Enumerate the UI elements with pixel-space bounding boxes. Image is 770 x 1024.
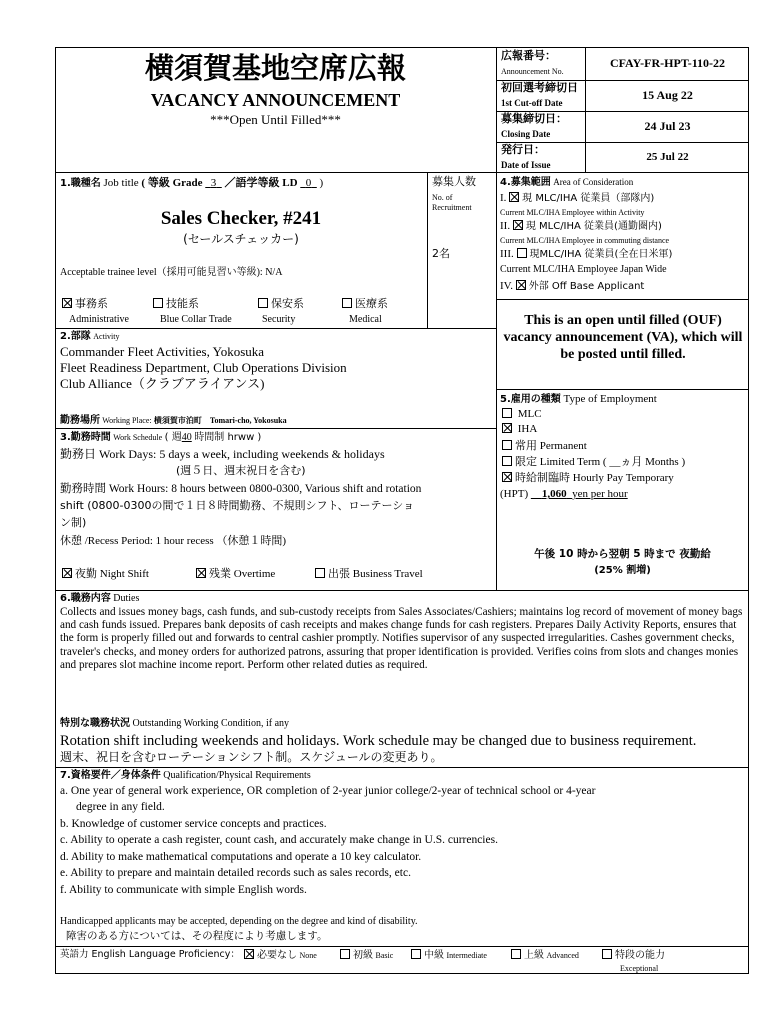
english-exceptional[interactable]: 特段の能力 [602,949,665,962]
job-title-line [60,177,323,190]
category-administrative-en: Administrative [69,314,129,325]
closing-label-en: Closing Date [501,129,551,139]
checkbox-empty-icon [502,440,512,450]
qualification-f: f. Ability to communicate with simple English words. [60,884,307,896]
job-title-label-en: Job title [103,177,139,189]
handicap-note-en: Handicapped applicants may be accepted, depending on the degree and kind of disability. [60,916,418,927]
page-title-jp: 横須賀基地空席広報 [144,51,406,85]
checkbox-checked-icon [513,220,523,230]
english-advanced[interactable]: 上級 Advanced [511,949,579,962]
working-condition-label: 特別な職務状況 Outstanding Working Condition, if any [60,718,290,729]
header-divider [496,47,497,173]
qualification-c: c. Ability to operate a cash register, count cash, and accurately make change in U.S. currencies. [60,834,498,846]
divider-activity [55,328,496,329]
qualification-a: a. One year of general work experience, OR completion of 2-year junior college/2-year of technical school or 4-year [60,785,596,797]
issue-label-en: Date of Issue [501,160,551,170]
english-proficiency-label: 英語力 English Language Proficiency： [60,949,240,960]
ld-value: 0 [305,177,312,189]
divider-duties [55,590,749,591]
employment-iha[interactable]: IHA [502,423,537,436]
work-hours-2: shift (0800-0300の間で１日８時間勤務、不規則シフト、ローテーショ [60,499,415,512]
closing-label: 募集締切日： [501,112,567,125]
category-blue-collar-en: Blue Collar Trade [160,314,232,325]
duties-text: Collects and issues money bags, cash funds, and sub-custody receipts from Sales Associates/Cashiers; maintains log record of movement of money bags and cash funds issued. Prepares bank deposits of cash receipts and makes change funds for cash registers. Prepares Daily Activity Reports, ensures that the form is properly filled out and forwards to central cashier promptly. Notifies supervisor of any suspected irregularities. Cashes government checks, traveler's checks, and money orders for authorized patrons, assuring that proper identification is provided. Verifies coins from slots and changes monies and prepares slot machine income report. Perform other related duties as required. [60,606,743,671]
ouf-note: This is an open until filled (OUF) vacancy announcement (VA), which will be posted until filled. [503,313,743,362]
checkbox-empty-icon [340,949,350,959]
recruitment-label-jp: 募集人数 [432,175,476,188]
activity-line-1: Commander Fleet Activities, Yokosuka [60,344,265,359]
ld-label: ／語学等級 LD [224,177,298,189]
checkbox-empty-icon [517,248,527,258]
english-intermediate[interactable]: 中級 Intermediate [411,949,487,962]
recruitment-label-en1: No. of [432,193,453,202]
trainee-level: Acceptable trainee level（採用可能見習い等級): N/A [60,267,283,278]
work-hours-1: 勤務時間 Work Hours: 8 hours between 0800-0300, Various shift and rotation [60,483,422,495]
work-hours-3: ン制) [60,516,87,529]
hourly-rate: (HPT) 1,060 yen per hour [500,488,628,500]
page-title-en: VACANCY ANNOUNCEMENT [150,90,401,110]
checkbox-checked-icon [502,423,512,433]
employment-permanent[interactable]: 常用 Permanent [502,440,587,453]
grade-value: 3 [210,177,217,189]
recruitment-label-en2: Recruitment [432,203,472,212]
job-title-kana: (セールスチェッカー) [183,232,299,246]
english-none[interactable]: 必要なし None [244,949,317,962]
employment-label: 5.雇用の種類 Type of Employment [500,393,657,405]
first-cutoff-label-en: 1st Cut-off Date [501,98,563,108]
ld-close: ) [319,177,324,189]
area-item-3[interactable]: III. 現MLC/IHA 従業員(全在日米軍) [500,248,673,260]
night-pay: 午後 10 時から翌朝 5 時まで 夜勤給 [534,548,711,560]
column-divider [496,173,497,590]
english-exceptional-en: Exceptional [620,964,659,973]
english-basic[interactable]: 初級 Basic [340,949,393,962]
qualification-b: b. Knowledge of customer service concepts and practices. [60,818,327,830]
activity-line-3: Club Alliance（クラブアライアンス) [60,376,265,391]
announcement-no: CFAY-FR-HPT-110-22 [609,56,726,70]
option-night-shift[interactable]: 夜勤 Night Shift [62,568,149,581]
checkbox-empty-icon [342,298,352,308]
employment-mlc[interactable]: MLC [502,408,542,421]
announcement-no-label: 広報番号： [501,49,556,62]
qualification-d: d. Ability to make mathematical computations and operate a 10 key calculator. [60,851,422,863]
activity-line-2: Fleet Readiness Department, Club Operations Division [60,360,347,375]
area-item-2[interactable]: II. 現 MLC/IHA 従業員(通勤圏内) [500,220,662,232]
category-blue-collar[interactable]: 技能系 [153,298,199,311]
grade-label: ( 等級 Grade [141,177,203,189]
checkbox-empty-icon [258,298,268,308]
checkbox-empty-icon [315,568,325,578]
checkbox-empty-icon [511,949,521,959]
employment-hpt[interactable]: 時給制臨時 Hourly Pay Temporary [502,472,674,485]
handicap-note-jp: 障害のある方については、その程度により考慮します。 [66,930,328,942]
area-item-2-sub: Current MLC/IHA Employee in commuting distance [500,236,670,245]
category-security-en: Security [262,314,296,325]
qualifications-label: 7.資格要件／身体条件 Qualification/Physical Requirements [60,770,311,781]
issue-label: 発行日： [501,143,545,156]
recruitment-divider [427,173,428,328]
working-condition-jp: 週末、祝日を含むローテーションシフト制。スケジュールの変更あり。 [60,750,443,764]
checkbox-empty-icon [602,949,612,959]
schedule-label: 3.勤務時間 Work Schedule ( 週40 時間制 hrww ) [60,432,262,443]
divider-schedule [55,428,496,429]
work-days: 勤務日 Work Days: 5 days a week, including weekends & holidays [60,447,385,461]
job-title-label-jp: 1.職種名 [60,178,101,189]
area-item-1[interactable]: I. 現 MLC/IHA 従業員（部隊内) [500,192,655,204]
announcement-no-label-en: Announcement No. [501,67,564,76]
recess-period: 休憩 /Recess Period: 1 hour recess （休憩１時間) [60,535,287,547]
checkbox-checked-icon [502,472,512,482]
area-item-1-sub: Current MLC/IHA Employee within Activity [500,208,645,217]
checkbox-checked-icon [196,568,206,578]
night-pay-rate: (25% 割増) [594,565,651,576]
checkbox-empty-icon [502,456,512,466]
activity-label: 2.部隊 Activity [60,331,120,342]
employment-limited[interactable]: 限定 Limited Term ( __ヵ月 Months ) [502,456,685,469]
divider-employment [496,389,749,390]
area-item-4[interactable]: IV. 外部 Off Base Applicant [500,280,645,292]
job-title: Sales Checker, #241 [160,208,322,229]
checkbox-checked-icon [62,568,72,578]
divider-english [55,946,749,947]
option-business-travel[interactable]: 出張 Business Travel [315,568,423,581]
category-administrative[interactable]: 事務系 [62,298,108,311]
hourly-rate-value: 1,060 [541,488,567,500]
checkbox-empty-icon [502,408,512,418]
first-cutoff-label: 初回選考締切日 [501,81,578,94]
checkbox-checked-icon [516,280,526,290]
working-place: 勤務場所 Working Place: 横須賀市泊町 Tomari-cho, Yokosuka [60,415,287,426]
qualification-e: e. Ability to prepare and maintain detailed records such as sales records, etc. [60,867,411,879]
issue-date: 25 Jul 22 [646,151,689,163]
working-condition-en: Rotation shift including weekends and holidays. Work schedule may be changed due to business requirement. [60,733,697,749]
checkbox-checked-icon [244,949,254,959]
closing-date: 24 Jul 23 [644,119,691,133]
duties-label: 6.職務内容 Duties [60,593,140,604]
checkbox-checked-icon [509,192,519,202]
open-until-filled-note: ***Open Until Filled*** [210,112,341,127]
category-security[interactable]: 保安系 [258,298,304,311]
divider-qualifications [55,767,749,768]
work-days-jp: (週５日、週末祝日を含む) [176,464,306,477]
qualification-a-cont: degree in any field. [76,801,165,813]
area-label: 4.募集範囲 Area of Consideration [500,177,634,188]
divider-area-bottom [496,299,749,300]
checkbox-empty-icon [153,298,163,308]
category-medical[interactable]: 医療系 [342,298,388,311]
area-item-3-sub: Current MLC/IHA Employee Japan Wide [500,264,667,275]
option-overtime[interactable]: 残業 Overtime [196,568,275,581]
first-cutoff-date: 15 Aug 22 [642,88,693,102]
checkbox-checked-icon [62,298,72,308]
category-medical-en: Medical [349,314,382,325]
recruitment-count: 2名 [432,247,450,260]
checkbox-empty-icon [411,949,421,959]
